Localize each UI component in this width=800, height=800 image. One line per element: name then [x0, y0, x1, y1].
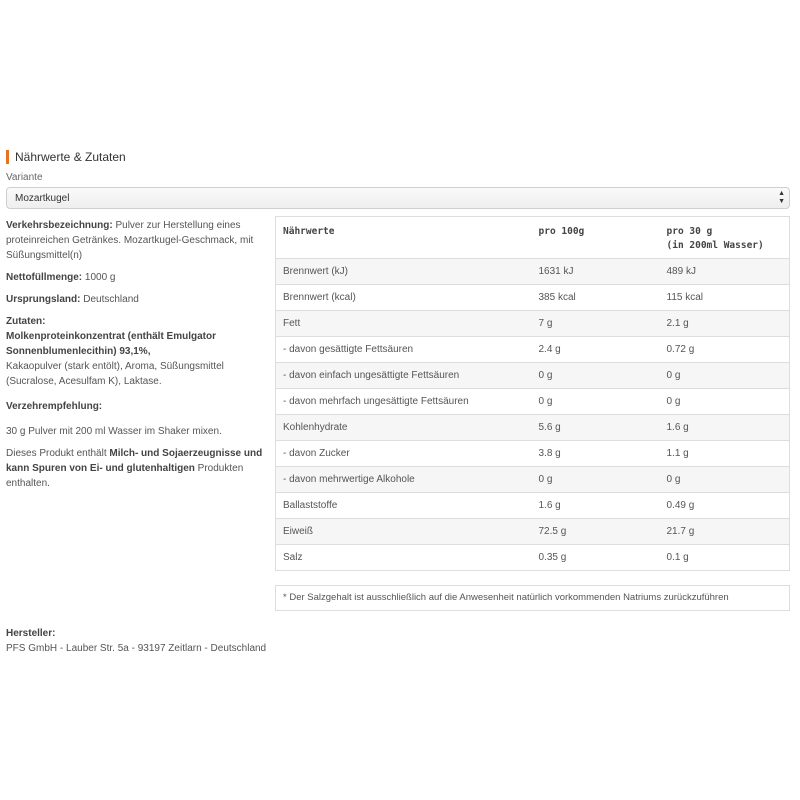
per-30g-cell: 489 kJ: [660, 259, 790, 285]
per-30g-cell: 1.1 g: [660, 441, 790, 467]
per-30g-cell: 0.49 g: [660, 493, 790, 519]
per-100g-cell: 1.6 g: [532, 493, 660, 519]
per-30g-cell: 0 g: [660, 363, 790, 389]
table-row: [276, 441, 790, 467]
header-per-100g: pro 100g: [532, 217, 660, 259]
per-100g-cell: 2.4 g: [532, 337, 660, 363]
nutrient-name-cell: - davon mehrwertige Alkohole: [276, 467, 532, 493]
designation-text: Pulver zur Herstellung eines proteinreichen Getränkes. Mozartkugel-Geschmack, mit Süßungsmittel(n): [6, 220, 254, 261]
table-row: [276, 363, 790, 389]
section-title: Nährwerte & Zutaten: [6, 150, 126, 164]
header-nutrients: Nährwerte: [276, 217, 532, 259]
ingredients-main: Molkenproteinkonzentrat (enthält Emulgator Sonnenblumenlecithin) 93,1%,: [6, 331, 217, 357]
net-weight-label: Nettofüllmenge:: [6, 272, 83, 283]
manufacturer-value: PFS GmbH - Lauber Str. 5a - 93197 Zeitlarn - Deutschland: [6, 643, 267, 654]
per-100g-cell: 3.8 g: [532, 441, 660, 467]
select-updown-icon: ▲ ▼: [778, 190, 785, 205]
per-30g-cell: 2.1 g: [660, 311, 790, 337]
table-row: [276, 467, 790, 493]
per-100g-cell: 5.6 g: [532, 415, 660, 441]
per-30g-cell: 0.72 g: [660, 337, 790, 363]
variant-select[interactable]: [6, 187, 790, 209]
product-info: [6, 218, 264, 498]
nutrient-name-cell: - davon einfach ungesättigte Fettsäuren: [276, 363, 532, 389]
per-100g-cell: 72.5 g: [532, 519, 660, 545]
manufacturer-label: Hersteller:: [6, 628, 56, 639]
table-row: [276, 285, 790, 311]
variant-label: Variante: [6, 172, 43, 183]
per-100g-cell: 7 g: [532, 311, 660, 337]
designation: [6, 218, 264, 263]
usage-text: 30 g Pulver mit 200 ml Wasser im Shaker mixen.: [6, 426, 222, 437]
manufacturer: [6, 626, 266, 656]
nutrient-name-cell: - davon Zucker: [276, 441, 532, 467]
nutrient-name-cell: Brennwert (kJ): [276, 259, 532, 285]
nutrient-name-cell: Eiweiß: [276, 519, 532, 545]
nutrient-name-cell: Brennwert (kcal): [276, 285, 532, 311]
table-row: [276, 545, 790, 571]
table-row: [276, 311, 790, 337]
nutrition-table: [275, 216, 790, 571]
salt-footnote: * Der Salzgehalt ist ausschließlich auf die Anwesenheit natürlich vorkommenden Natriums zurückzuführen: [275, 585, 790, 611]
origin-value: Deutschland: [80, 294, 139, 305]
nutrient-name-cell: Ballaststoffe: [276, 493, 532, 519]
designation-label: Verkehrsbezeichnung:: [6, 220, 113, 231]
per-30g-cell: 115 kcal: [660, 285, 790, 311]
per-100g-cell: 1631 kJ: [532, 259, 660, 285]
nutrient-name-cell: - davon mehrfach ungesättigte Fettsäuren: [276, 389, 532, 415]
table-row: [276, 337, 790, 363]
ingredients-rest: Kakaopulver (stark entölt), Aroma, Süßungsmittel (Sucralose, Acesulfam K), Laktase.: [6, 361, 224, 387]
table-row: [276, 389, 790, 415]
per-100g-cell: 0 g: [532, 363, 660, 389]
per-30g-cell: 21.7 g: [660, 519, 790, 545]
nutrient-name-cell: - davon gesättigte Fettsäuren: [276, 337, 532, 363]
variant-selected-value: Mozartkugel: [15, 193, 70, 204]
table-row: [276, 519, 790, 545]
nutrient-name-cell: Kohlenhydrate: [276, 415, 532, 441]
per-100g-cell: 0.35 g: [532, 545, 660, 571]
per-30g-cell: 0 g: [660, 389, 790, 415]
net-weight-value: 1000 g: [82, 272, 116, 283]
table-row: [276, 493, 790, 519]
nutrient-name-cell: Fett: [276, 311, 532, 337]
table-header-row: [276, 217, 790, 259]
origin-label: Ursprungsland:: [6, 294, 81, 305]
table-row: [276, 259, 790, 285]
per-30g-cell: 0.1 g: [660, 545, 790, 571]
per-30g-cell: 0 g: [660, 467, 790, 493]
per-100g-cell: 385 kcal: [532, 285, 660, 311]
per-100g-cell: 0 g: [532, 467, 660, 493]
usage-label: Verzehrempfehlung:: [6, 401, 103, 412]
nutrient-name-cell: Salz: [276, 545, 532, 571]
net-weight: [6, 270, 264, 285]
allergen-info: Dieses Produkt enthält Milch- und Sojaerzeugnisse und kann Spuren von Ei- und glutenhaltigen Produkten enthalten.: [6, 448, 263, 489]
table-row: [276, 415, 790, 441]
ingredients-label: Zutaten:: [6, 316, 46, 327]
per-30g-cell: 1.6 g: [660, 415, 790, 441]
origin: [6, 292, 264, 307]
per-100g-cell: 0 g: [532, 389, 660, 415]
header-per-30g: pro 30 g (in 200ml Wasser): [660, 217, 790, 259]
